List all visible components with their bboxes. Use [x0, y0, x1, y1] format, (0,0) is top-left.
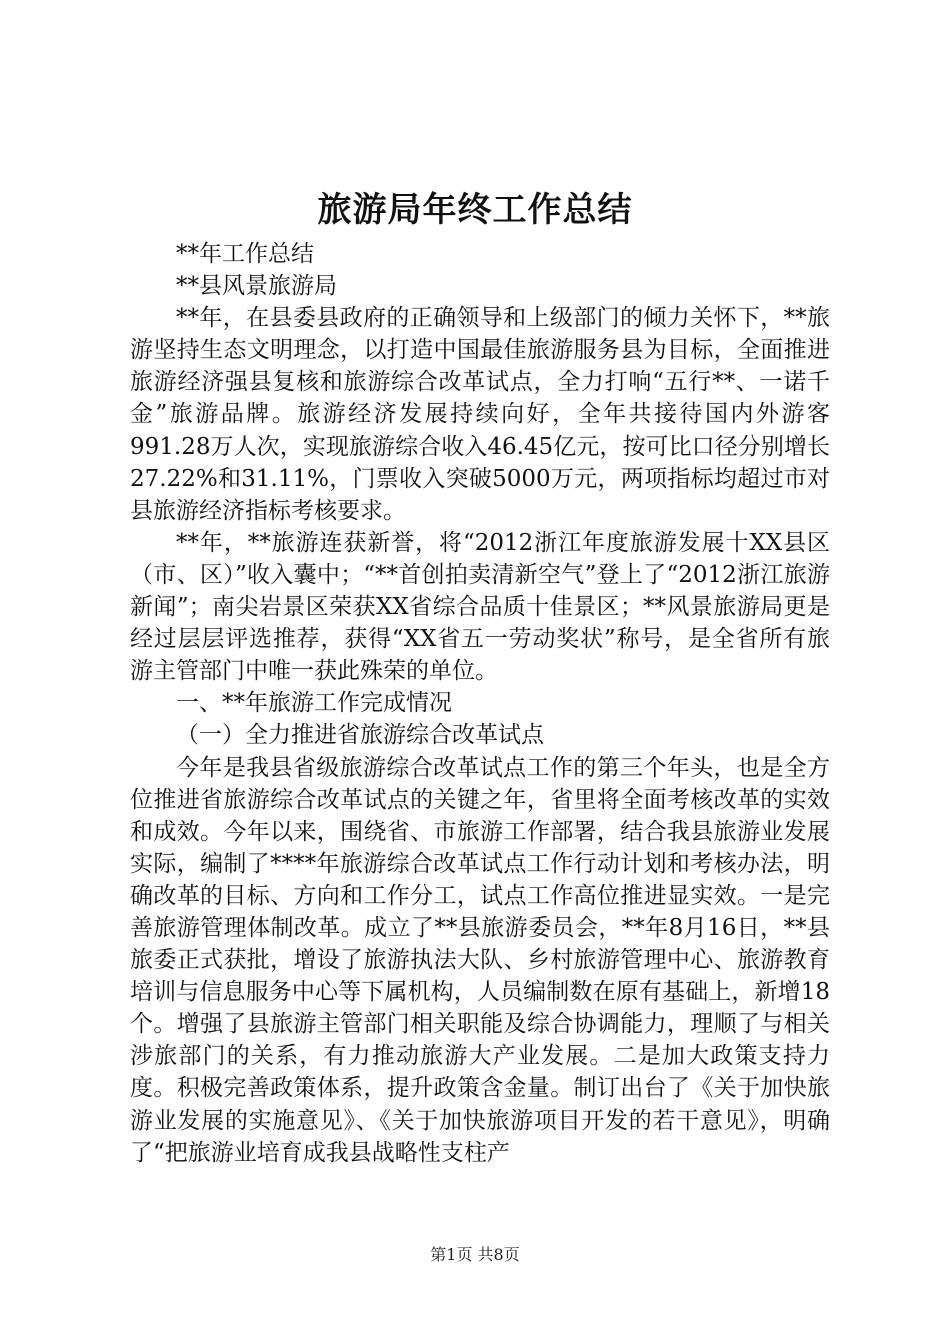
paragraph-author-org: **县风景旅游局	[176, 273, 337, 300]
paragraph-reform: 今年是我县省级旅游综合改革试点工作的第三个年头，也是全方位推进省旅游综合改革试点的关键之年，省里将全面考核改革的实效和成效。今年以来，围绕省、市旅游工作部署，结合我县旅游业发展实际，编制了****年旅游综合改革试点工作行动计划和考核办法，明确改革的目标、方向和工作分工，试点工作高位推进显实效。一是完善旅游管理体制改革。成立了**县旅游委员会，**年8月16日，**县旅委正式获批，增设了旅游执法大队、乡村旅游管理中心、旅游教育培训与信息服务中心等下属机构，人员编制数在原有基础上，新增18个。增强了县旅游主管部门相关职能及综合协调能力，理顺了与相关涉旅部门的关系，有力推动旅游大产业发展。二是加大政策支持力度。积极完善政策体系，提升政策含金量。制订出台了《关于加快旅游业发展的实施意见》、《关于加快旅游项目开发的若干意见》，明确了“把旅游业培育成我县战略性支柱产	[130, 754, 830, 1166]
document-body	[130, 238, 830, 1169]
paragraph-overview: **年，在县委县政府的正确领导和上级部门的倾力关怀下，**旅游坚持生态文明理念，以打造中国最佳旅游服务县为目标，全面推进旅游经济强县复核和旅游综合改革试点，全力打响“五行**、一诺千金”旅游品牌。旅游经济发展持续向好，全年共接待国内外游客991.28万人次，实现旅游综合收入46.45亿元，按可比口径分别增长27.22%和31.11%，门票收入突破5000万元，两项指标均超过市对县旅游经济指标考核要求。	[130, 305, 830, 524]
paragraph-honors: **年，**旅游连获新誉，将“2012浙江年度旅游发展十XX县区（市、区）”收入囊中；“**首创拍卖清新空气”登上了“2012浙江旅游新闻”；南尖岩景区荣获XX省综合品质十佳景区；**风景旅游局更是经过层层评选推荐，获得“XX省五一劳动奖状”称号，是全省所有旅游主管部门中唯一获此殊荣的单位。	[130, 529, 830, 685]
document-title: 旅游局年终工作总结	[317, 190, 633, 230]
paragraph-report-name: **年工作总结	[176, 241, 314, 267]
page-footer: 第1页 共8页	[430, 1245, 520, 1264]
subsection-heading: （一）全力推进省旅游综合改革试点	[176, 722, 544, 749]
section-heading: 一、**年旅游工作完成情况	[176, 690, 452, 717]
